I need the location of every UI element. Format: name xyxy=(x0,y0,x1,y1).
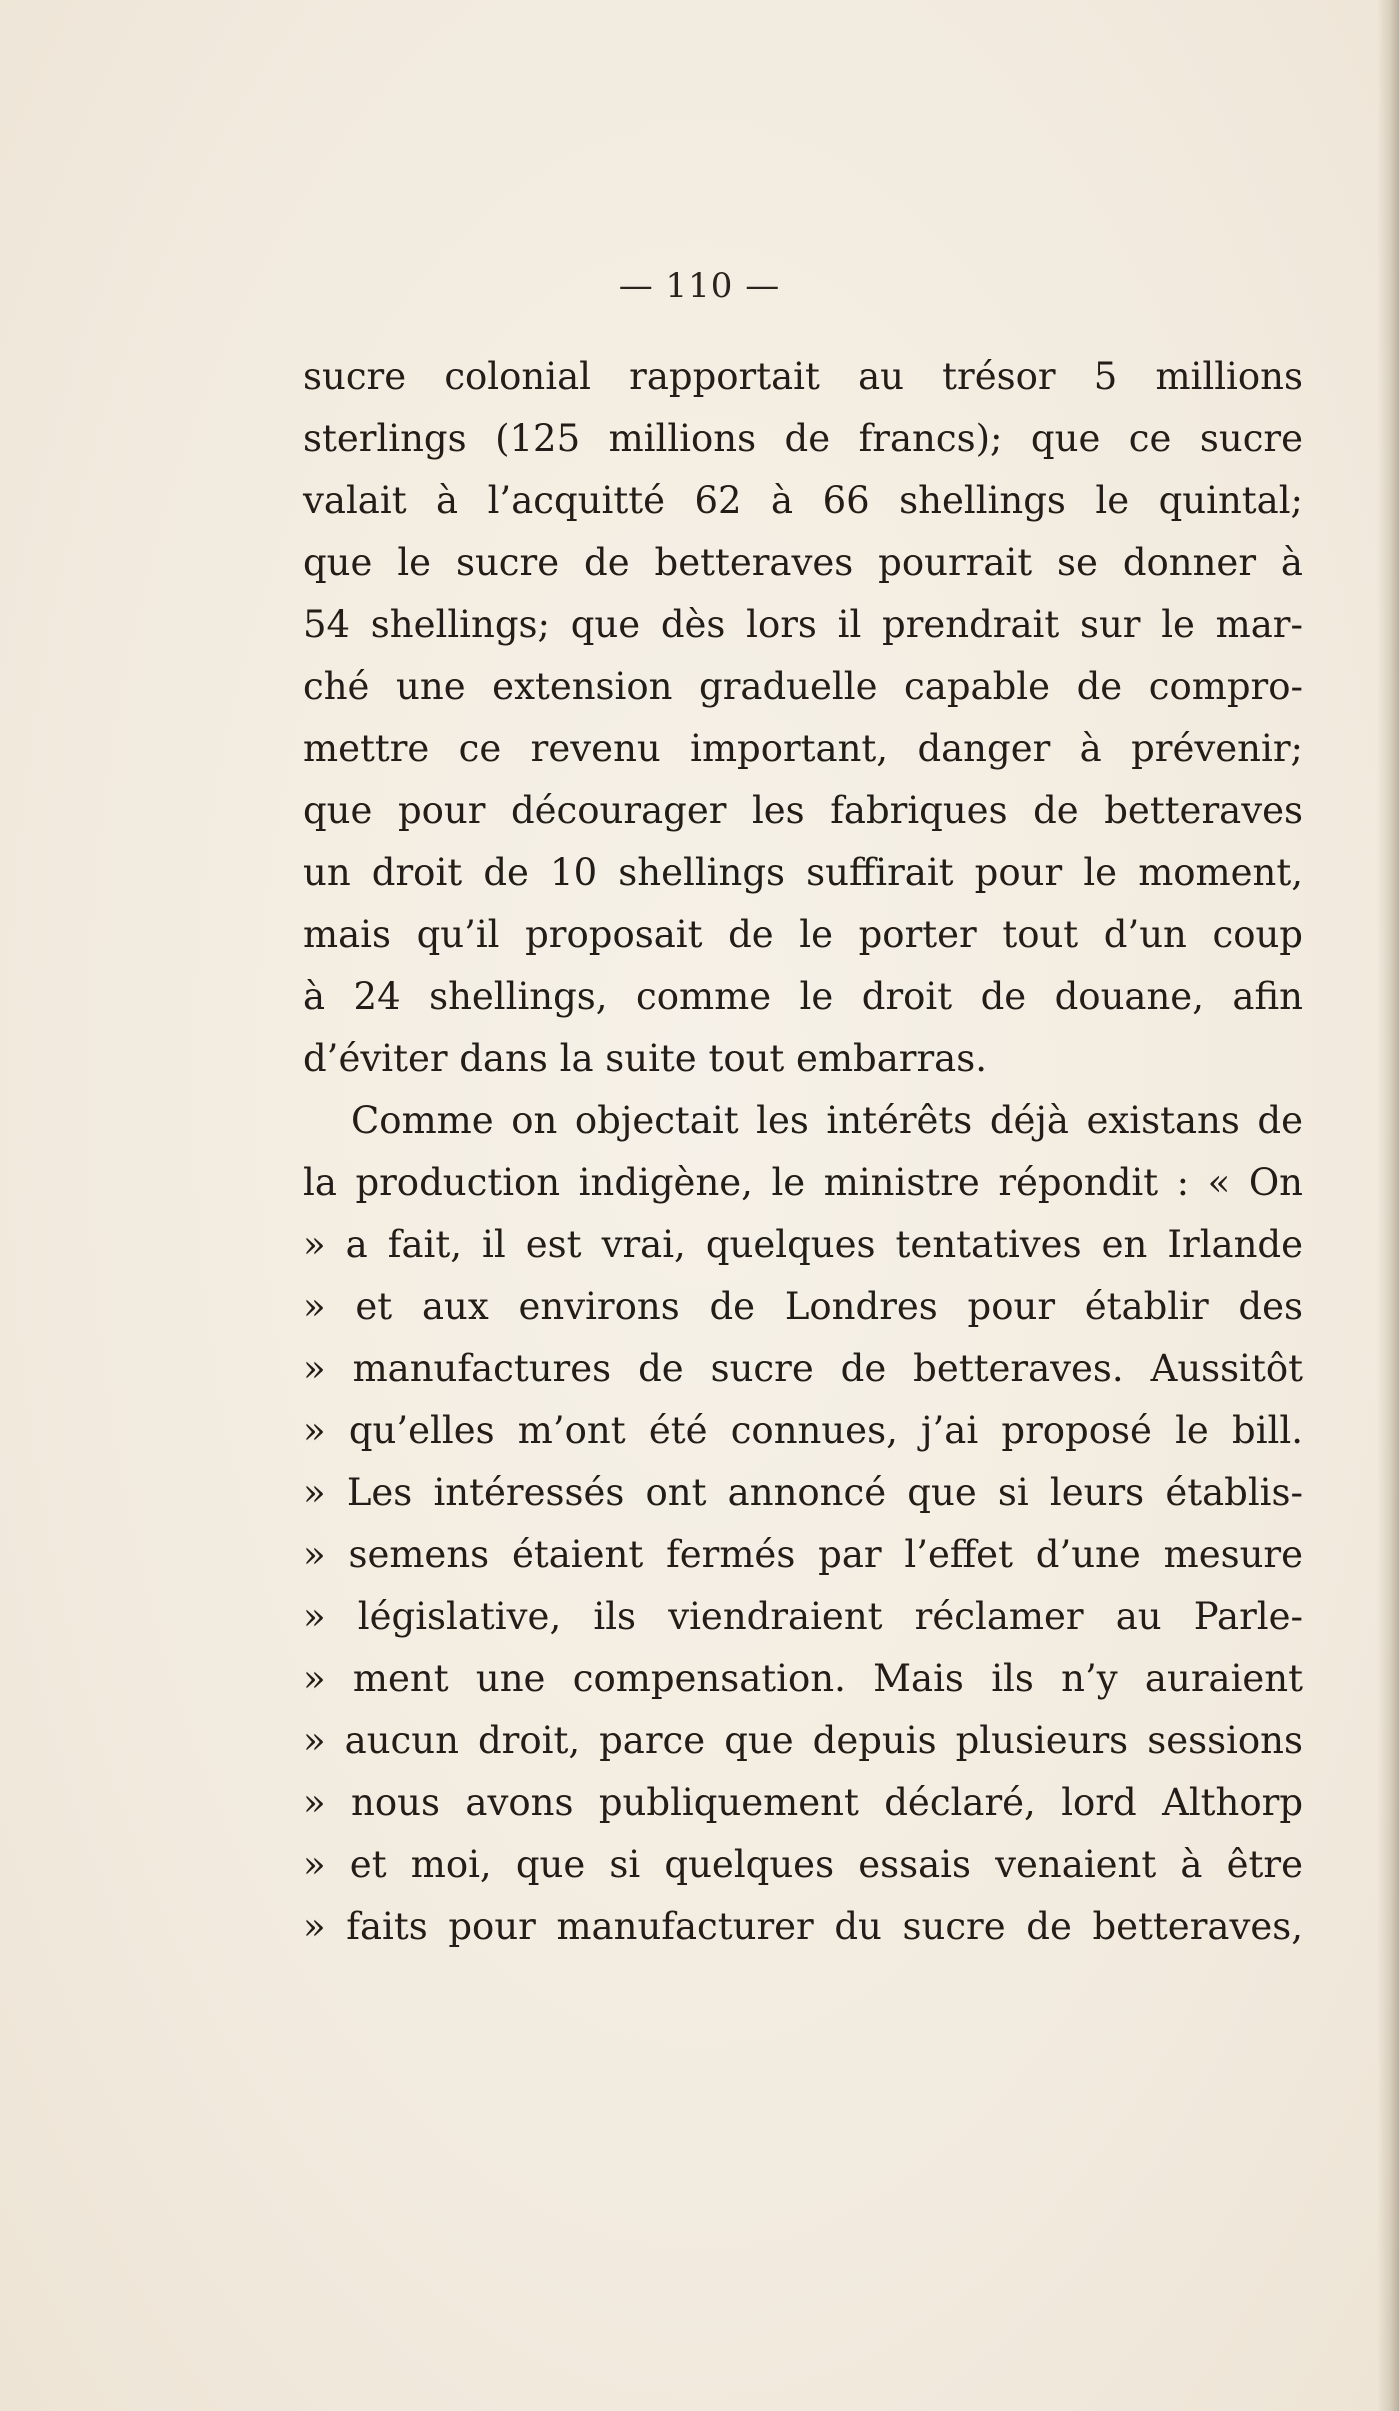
quote-line: » législative, ils viendraient réclamer au Parle- xyxy=(303,1595,1303,1638)
paragraph-last-line: d’éviter dans la suite tout embarras. xyxy=(303,1037,987,1080)
quote-line: » a fait, il est vrai, quelques tentatives en Irlande xyxy=(303,1223,1303,1266)
text-line: à 24 shellings, comme le droit de douane, afin xyxy=(303,975,1303,1018)
text-line: valait à l’acquitté 62 à 66 shellings le quintal; xyxy=(303,479,1303,522)
quote-line: » et moi, que si quelques essais venaient à être xyxy=(303,1843,1303,1886)
quote-line: » semens étaient fermés par l’effet d’une mesure xyxy=(303,1533,1303,1576)
body-text xyxy=(303,346,1303,1958)
page-edge-shadow xyxy=(1377,0,1399,2411)
quote-line: » ment une compensation. Mais ils n’y auraient xyxy=(303,1657,1303,1700)
text-line: que le sucre de betteraves pourrait se donner à xyxy=(303,541,1303,584)
text-line: 54 shellings; que dès lors il prendrait sur le mar- xyxy=(303,603,1303,646)
text-line: sterlings (125 millions de francs); que ce sucre xyxy=(303,417,1303,460)
quote-line: » faits pour manufacturer du sucre de betteraves, xyxy=(303,1905,1303,1948)
text-line: un droit de 10 shellings suffirait pour le moment, xyxy=(303,851,1303,894)
quote-line: » qu’elles m’ont été connues, j’ai proposé le bill. xyxy=(303,1409,1303,1452)
text-line: mais qu’il proposait de le porter tout d’un coup xyxy=(303,913,1303,956)
quote-line: » nous avons publiquement déclaré, lord Althorp xyxy=(303,1781,1303,1824)
text-line: ché une extension graduelle capable de compro- xyxy=(303,665,1303,708)
quote-line: » manufactures de sucre de betteraves. Aussitôt xyxy=(303,1347,1303,1390)
quote-line: » et aux environs de Londres pour établir des xyxy=(303,1285,1303,1328)
text-line: sucre colonial rapportait au trésor 5 millions xyxy=(303,355,1303,398)
page-number: — 110 — xyxy=(618,266,781,306)
text-line: que pour décourager les fabriques de betteraves xyxy=(303,789,1303,832)
quote-line: » aucun droit, parce que depuis plusieurs sessions xyxy=(303,1719,1303,1762)
text-line: mettre ce revenu important, danger à prévenir; xyxy=(303,727,1303,770)
text-line: la production indigène, le ministre répondit : « On xyxy=(303,1161,1303,1204)
quote-line: » Les intéressés ont annoncé que si leurs établis- xyxy=(303,1471,1303,1514)
paragraph-first-line: Comme on objectait les intérêts déjà existans de xyxy=(351,1099,1303,1142)
